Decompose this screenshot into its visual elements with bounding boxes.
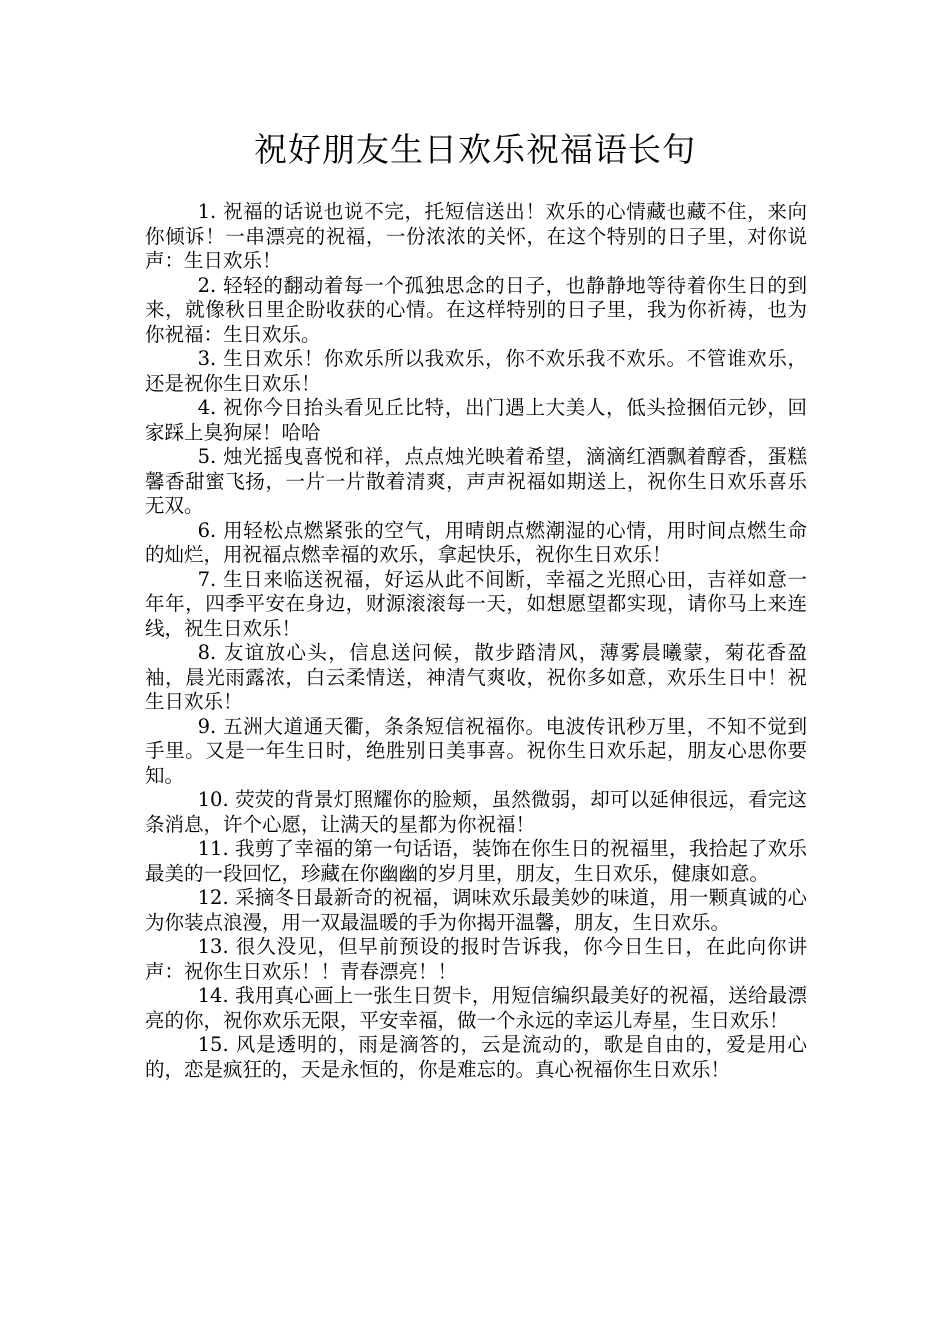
paragraph-1: 1. 祝福的话说也说不完，托短信送出！欢乐的心情藏也藏不住，来向你倾诉！一串漂亮的祝福，一份浓浓的关怀，在这个特别的日子里，对你说声：生日欢乐！ (145, 200, 807, 272)
paragraph-12: 12. 采摘冬日最新奇的祝福，调味欢乐最美妙的味道，用一颗真诚的心为你装点浪漫，用一双最温暖的手为你揭开温馨，朋友，生日欢乐。 (145, 886, 807, 934)
paragraph-9: 9. 五洲大道通天衢，条条短信祝福你。电波传讯秒万里，不知不觉到手里。又是一年生日时，绝胜别日美事喜。祝你生日欢乐起，朋友心思你要知。 (145, 714, 807, 787)
paragraph-8: 8. 友谊放心头，信息送问候，散步踏清风，薄雾晨曦蒙，菊花香盈袖，晨光雨露浓，白云柔情送，神清气爽收，祝你多如意，欢乐生日中！祝生日欢乐！ (145, 641, 807, 713)
document-title: 祝好朋友生日欢乐祝福语长句 (254, 130, 696, 169)
paragraph-10: 10. 荧荧的背景灯照耀你的脸颊，虽然微弱，却可以延伸很远，看完这条消息，许个心愿，让满天的星都为你祝福！ (145, 788, 807, 836)
paragraph-14: 14. 我用真心画上一张生日贺卡，用短信编织最美好的祝福，送给最漂亮的你，祝你欢乐无限，平安幸福，做一个永远的幸运儿寿星，生日欢乐！ (145, 984, 807, 1032)
paragraph-5: 5. 烛光摇曳喜悦和祥，点点烛光映着希望，滴滴红酒飘着醇香，蛋糕馨香甜蜜飞扬，一片一片散着清爽，声声祝福如期送上，祝你生日欢乐喜乐无双。 (145, 445, 807, 517)
paragraph-13: 13. 很久没见，但早前预设的报时告诉我，你今日生日，在此向你讲声：祝你生日欢乐！！青春漂亮！！ (145, 935, 807, 983)
paragraph-4: 4. 祝你今日抬头看见丘比特，出门遇上大美人，低头捡捆佰元钞，回家踩上臭狗屎！哈哈 (145, 396, 807, 444)
paragraph-3: 3. 生日欢乐！你欢乐所以我欢乐，你不欢乐我不欢乐。不管谁欢乐，还是祝你生日欢乐！ (145, 347, 807, 395)
paragraph-2: 2. 轻轻的翻动着每一个孤独思念的日子，也静静地等待着你生日的到来，就像秋日里企盼收获的心情。在这样特别的日子里，我为你祈祷，也为你祝福：生日欢乐。 (145, 273, 807, 346)
paragraph-11: 11. 我剪了幸福的第一句话语，装饰在你生日的祝福里，我拾起了欢乐最美的一段回忆，珍藏在你幽幽的岁月里，朋友，生日欢乐，健康如意。 (145, 837, 807, 885)
paragraph-6: 6. 用轻松点燃紧张的空气，用晴朗点燃潮湿的心情，用时间点燃生命的灿烂，用祝福点燃幸福的欢乐，拿起快乐，祝你生日欢乐！ (145, 518, 807, 566)
document-body (145, 200, 807, 1082)
paragraph-7: 7. 生日来临送祝福，好运从此不间断，幸福之光照心田，吉祥如意一年年，四季平安在身边，财源滚滚每一天，如想愿望都实现，请你马上来连线，祝生日欢乐！ (145, 567, 807, 640)
paragraph-15: 15. 风是透明的，雨是滴答的，云是流动的，歌是自由的，爱是用心的，恋是疯狂的，天是永恒的，你是难忘的。真心祝福你生日欢乐！ (145, 1033, 807, 1081)
